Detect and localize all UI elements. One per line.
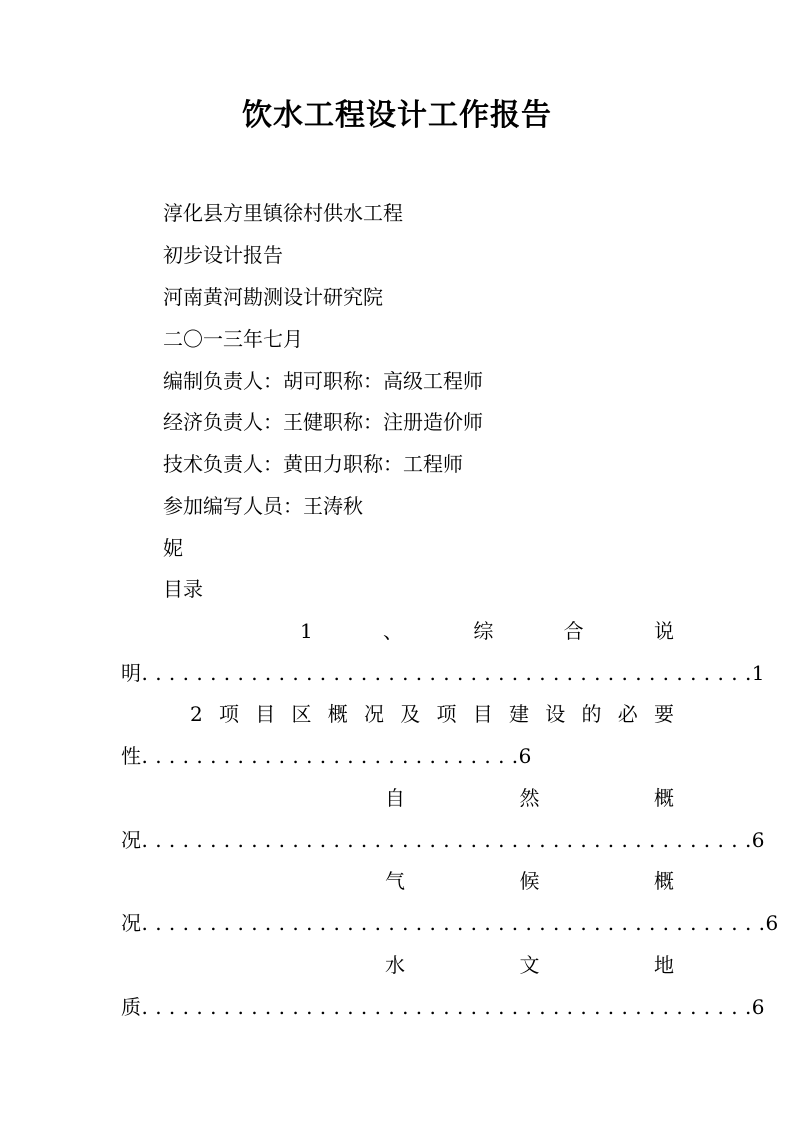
toc-char: 地 [654, 953, 674, 977]
toc-entry-2-spread [190, 700, 674, 728]
toc-char: 设 [545, 702, 566, 726]
toc-entry-4-spread [385, 867, 674, 895]
toc-entry-3-spread [385, 784, 674, 812]
toc-char: 要 [653, 702, 674, 726]
contributors: 参加编写人员：王涛秋 [163, 494, 363, 518]
report-date: 二〇一三年七月 [163, 327, 303, 351]
toc-char: 水 [385, 953, 405, 977]
toc-char: 目 [255, 702, 276, 726]
toc-char: 文 [519, 953, 540, 977]
toc-entry-1-leader: 明. . . . . . . . . . . . . . . . . . . . . . . . . . . . . . . . . . . . . . . . . . . . .1 [121, 661, 766, 685]
toc-char: 概 [654, 786, 674, 810]
toc-entry-1-spread [300, 617, 674, 645]
toc-char: 合 [563, 619, 584, 643]
contributors-continued: 妮 [163, 536, 183, 560]
toc-heading: 目录 [163, 577, 203, 601]
toc-char: 说 [653, 619, 674, 643]
toc-char: 建 [508, 702, 529, 726]
toc-char: 项 [436, 702, 457, 726]
toc-entry-2-leader: 性. . . . . . . . . . . . . . . . . . . . . . . . . . . .6 [121, 744, 532, 768]
toc-char: 然 [519, 786, 540, 810]
toc-char: 1 [300, 619, 313, 643]
institute-name: 河南黄河勘测设计研究院 [163, 285, 383, 309]
toc-char: 目 [472, 702, 493, 726]
toc-char: 概 [327, 702, 348, 726]
toc-char: 况 [363, 702, 384, 726]
toc-char: 项 [218, 702, 239, 726]
toc-char: 气 [385, 869, 405, 893]
report-type: 初步设计报告 [163, 243, 283, 267]
toc-entry-4-leader: 况. . . . . . . . . . . . . . . . . . . . . . . . . . . . . . . . . . . . . . . . . . . . . .6 [121, 911, 779, 935]
toc-char: 区 [291, 702, 312, 726]
toc-char: 必 [617, 702, 638, 726]
toc-char: 2 [190, 702, 203, 726]
toc-entry-5-leader: 质. . . . . . . . . . . . . . . . . . . . . . . . . . . . . . . . . . . . . . . . . . . . .6 [121, 995, 766, 1019]
toc-char: 概 [654, 869, 674, 893]
toc-char: 及 [400, 702, 421, 726]
toc-char: 自 [385, 786, 405, 810]
toc-char: 、 [383, 619, 404, 643]
editor-in-charge: 编制负责人：胡可职称：高级工程师 [163, 369, 483, 393]
technical-in-charge: 技术负责人：黄田力职称：工程师 [163, 452, 463, 476]
toc-char: 的 [581, 702, 602, 726]
document-title: 饮水工程设计工作报告 [242, 98, 552, 133]
toc-entry-5-spread [385, 951, 674, 979]
toc-char: 综 [473, 619, 494, 643]
project-name: 淳化县方里镇徐村供水工程 [163, 201, 403, 225]
toc-char: 候 [519, 869, 540, 893]
economic-in-charge: 经济负责人：王健职称：注册造价师 [163, 410, 483, 434]
toc-entry-3-leader: 况. . . . . . . . . . . . . . . . . . . . . . . . . . . . . . . . . . . . . . . . . . . . .6 [121, 828, 766, 852]
